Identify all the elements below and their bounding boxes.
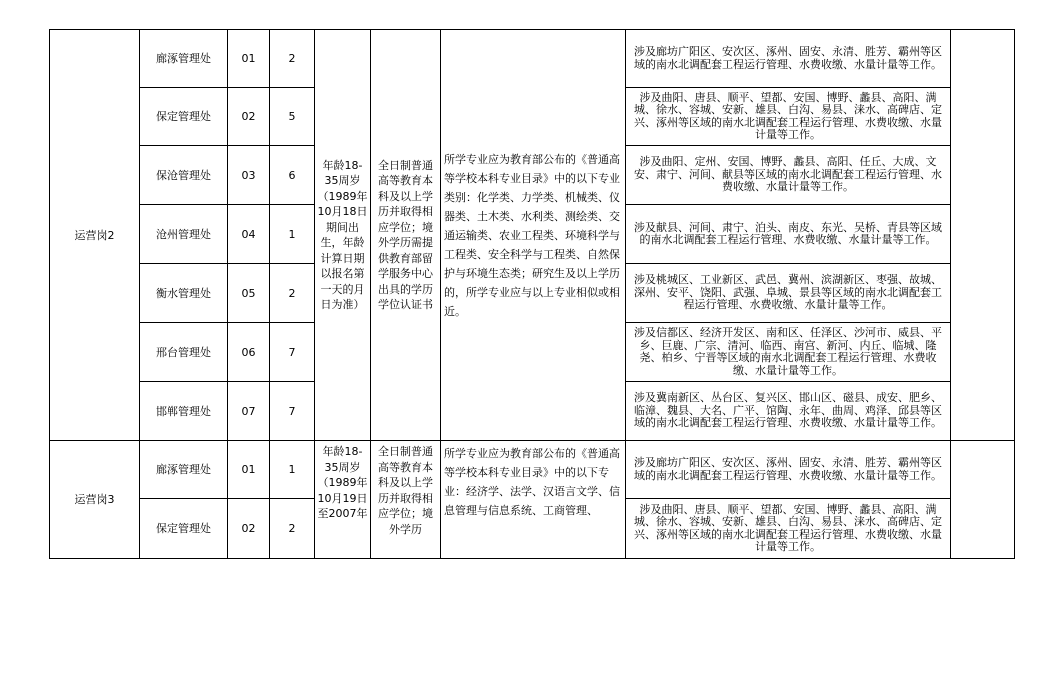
code-cell: 04 [228, 205, 270, 264]
region-cell: 涉及曲阳、唐县、顺平、望都、安国、博野、蠡县、高阳、满城、徐水、容城、安新、雄县、白沟、易县、涞水、高碑店、定兴、涿州等区域的南水北调配套工程运行管理、水费收缴、水量计量等工作。 [626, 88, 951, 146]
education-requirement-cell: 全日制普通高等教育本科及以上学历并取得相应学位；境外学历 [371, 441, 441, 559]
region-cell: 涉及廊坊广阳区、安次区、涿州、固安、永清、胜芳、霸州等区域的南水北调配套工程运行管理、水费收缴、水量计量等工作。 [626, 441, 951, 499]
count-cell: 2 [270, 264, 315, 323]
code-cell: 01 [228, 30, 270, 88]
office-cell: 保定管理处 [140, 88, 228, 146]
office-cell: 保沧管理处 [140, 146, 228, 205]
post-name-cell: 运营岗3 [50, 441, 140, 559]
count-cell: 7 [270, 323, 315, 382]
post-name-cell: 运营岗2 [50, 30, 140, 441]
region-cell: 涉及信都区、经济开发区、南和区、任泽区、沙河市、威县、平乡、巨鹿、广宗、清河、临西、南宫、新河、内丘、临城、隆尧、柏乡、宁晋等区域的南水北调配套工程运行管理、水费收缴、水量计量等工作。 [626, 323, 951, 382]
major-requirement-cell: 所学专业应为教育部公布的《普通高等学校本科专业目录》中的以下专业：经济学、法学、汉语言文学、信息管理与信息系统、工商管理、 [441, 441, 626, 559]
office-cell: 廊涿管理处 [140, 30, 228, 88]
code-cell: 07 [228, 382, 270, 441]
region-cell: 涉及曲阳、唐县、顺平、望都、安国、博野、蠡县、高阳、满城、徐水、容城、安新、雄县、白沟、易县、涞水、高碑店、定兴、涿州等区域的南水北调配套工程运行管理、水费收缴、水量计量等工作。 [626, 499, 951, 559]
count-cell: 6 [270, 146, 315, 205]
office-cell: 邯郸管理处 [140, 382, 228, 441]
office-cell: 廊涿管理处 [140, 441, 228, 499]
office-cell: 沧州管理处 [140, 205, 228, 264]
code-cell: 02 [228, 88, 270, 146]
count-cell: 5 [270, 88, 315, 146]
remarks-cell [951, 30, 1015, 441]
table-row [50, 30, 1015, 88]
recruitment-table [49, 29, 1015, 559]
office-cell: 邢台管理处 [140, 323, 228, 382]
age-requirement-cell: 年龄18-35周岁（1989年10月18日期间出生，年龄计算日期以报名第一天的月日为准） [315, 30, 371, 441]
age-requirement-cell: 年龄18-35周岁（1989年10月19日至2007年 [315, 441, 371, 559]
region-cell: 涉及曲阳、定州、安国、博野、蠡县、高阳、任丘、大成、文安、肃宁、河间、献县等区域的南水北调配套工程运行管理、水费收缴、水量计量等工作。 [626, 146, 951, 205]
code-cell: 05 [228, 264, 270, 323]
office-cell: 衡水管理处 [140, 264, 228, 323]
education-requirement-cell: 全日制普通高等教育本科及以上学历并取得相应学位；境外学历需提供教育部留学服务中心出具的学历学位认证书 [371, 30, 441, 441]
count-cell: 2 [270, 499, 315, 559]
code-cell: 06 [228, 323, 270, 382]
code-cell: 01 [228, 441, 270, 499]
region-cell: 涉及廊坊广阳区、安次区、涿州、固安、永清、胜芳、霸州等区域的南水北调配套工程运行管理、水费收缴、水量计量等工作。 [626, 30, 951, 88]
table-row [50, 441, 1015, 499]
code-cell: 02 [228, 499, 270, 559]
count-cell: 1 [270, 205, 315, 264]
count-cell: 2 [270, 30, 315, 88]
count-cell: 7 [270, 382, 315, 441]
major-requirement-cell: 所学专业应为教育部公布的《普通高等学校本科专业目录》中的以下专业类别：化学类、力学类、机械类、仪器类、土木类、水利类、测绘类、交通运输类、农业工程类、环境科学与工程类、安全科学与工程类、自然保护与环境生态类；研究生及以上学历的，所学专业应与以上专业相似或相近。 [441, 30, 626, 441]
region-cell: 涉及献县、河间、肃宁、泊头、南皮、东光、吴桥、青县等区域的南水北调配套工程运行管理、水费收缴、水量计量等工作。 [626, 205, 951, 264]
office-cell: 保定管理处 [140, 499, 228, 559]
remarks-cell [951, 441, 1015, 559]
count-cell: 1 [270, 441, 315, 499]
region-cell: 涉及桃城区、工业新区、武邑、冀州、滨湖新区、枣强、故城、深州、安平、饶阳、武强、阜城、景县等区域的南水北调配套工程运行管理、水费收缴、水量计量等工作。 [626, 264, 951, 323]
code-cell: 03 [228, 146, 270, 205]
region-cell: 涉及冀南新区、丛台区、复兴区、邯山区、磁县、成安、肥乡、临漳、魏县、大名、广平、馆陶、永年、曲周、鸡泽、邱县等区域的南水北调配套工程运行管理、水费收缴、水量计量等工作。 [626, 382, 951, 441]
